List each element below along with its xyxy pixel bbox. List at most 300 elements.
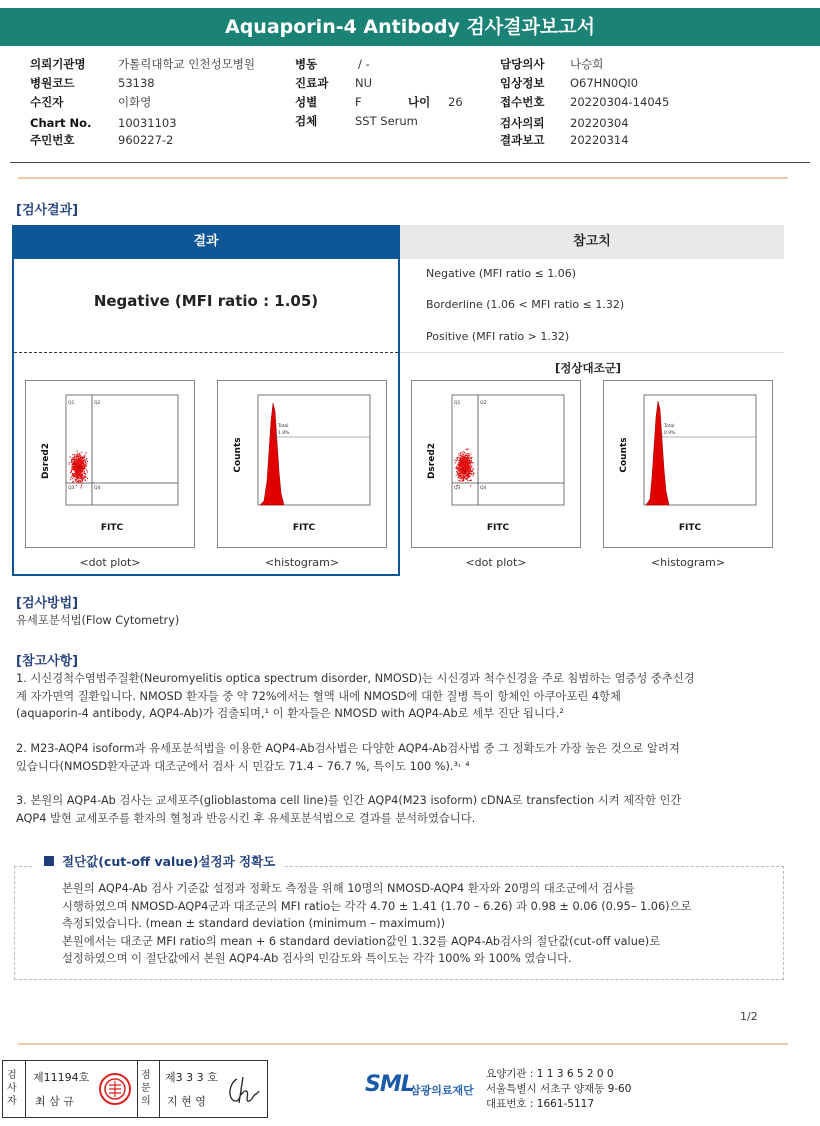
result-section-title: [검사결과]: [16, 203, 79, 218]
dot-point: [80, 476, 81, 477]
dot-point: [455, 462, 456, 463]
dot-point: [77, 463, 78, 464]
result-header: 결과: [12, 225, 400, 259]
normal-control-label: [정상대조군]: [555, 361, 622, 375]
label-doctor: 담당의사: [500, 57, 545, 71]
dot-point: [81, 465, 82, 466]
dot-point: [458, 464, 459, 465]
dot-point: [76, 458, 77, 459]
dot-point: [70, 472, 71, 473]
dot-point: [459, 469, 460, 470]
quadrant-label: Q2: [94, 401, 101, 406]
dot-point: [467, 456, 468, 457]
footer-divider: [137, 1061, 138, 1117]
dot-point: [80, 472, 81, 473]
histogram-ylabel: Counts: [619, 437, 629, 473]
notes-line: 1. 시신경척수염범주질환(Neuromyelitis optica spectrum disorder, NMOSD)는 시신경과 척수신경을 주로 침범하는 염증성 중추신경: [16, 672, 695, 685]
dot-point: [81, 462, 82, 463]
dot-point: [78, 481, 79, 482]
value-specimen: SST Serum: [355, 114, 418, 128]
dot-point: [460, 459, 461, 460]
control-histogram: [603, 380, 773, 548]
dot-point: [86, 470, 87, 471]
patient-dot-plot: [25, 380, 195, 548]
value-patient: 이화영: [118, 95, 152, 109]
dot-point: [85, 460, 86, 461]
dot-point: [468, 455, 469, 456]
dot-point: [77, 450, 78, 451]
dot-point: [81, 452, 82, 453]
dot-point: [71, 475, 72, 476]
dot-point: [467, 464, 468, 465]
dot-point: [83, 470, 84, 471]
dot-point: [470, 469, 471, 470]
dot-point: [457, 472, 458, 473]
quadrant-label: Q3: [68, 486, 75, 491]
dot-point: [78, 465, 79, 466]
dot-point: [80, 466, 81, 467]
notes-line: 계 자가면역 질환입니다. NMOSD 환자들 중 약 72%에서는 혈액 내에 NMOSD에 대한 질병 특이 항체인 아쿠아포린 4항체: [16, 689, 621, 703]
dot-point: [467, 466, 468, 467]
dot-point: [464, 478, 465, 479]
dot-point: [83, 478, 84, 479]
dot-point: [471, 474, 472, 475]
dot-point: [462, 477, 463, 478]
dot-point: [457, 474, 458, 475]
hist-marker-label: Total: [278, 424, 289, 429]
dot-point: [84, 456, 85, 457]
dot-point: [462, 471, 463, 472]
signature-box: [2, 1060, 268, 1118]
dot-point: [464, 452, 465, 453]
label-ward: 병동: [295, 57, 318, 71]
quadrant-label: Q1: [68, 401, 75, 406]
dot-point: [73, 476, 74, 477]
dot-point: [457, 477, 458, 478]
dot-point: [81, 485, 82, 486]
report-title: Aquaporin-4 Antibody 검사결과보고서: [0, 8, 820, 46]
reference-positive: Positive (MFI ratio > 1.32): [426, 330, 570, 343]
dot-point: [84, 471, 85, 472]
dot-point: [82, 458, 83, 459]
label-resident-no: 주민번호: [30, 133, 75, 147]
dot-point: [470, 485, 471, 486]
dot-point: [77, 469, 78, 470]
dot-plot-ylabel: Dsred2: [41, 442, 51, 480]
dot-point: [464, 476, 465, 477]
dot-point: [459, 473, 460, 474]
dot-point: [71, 462, 72, 463]
dot-point: [461, 480, 462, 481]
dot-point: [72, 464, 73, 465]
tester-name: 최 삼 규: [35, 1095, 74, 1108]
dot-point: [461, 475, 462, 476]
hist-marker-percent: 1.8%: [278, 431, 290, 436]
dot-point: [469, 462, 470, 463]
dot-point: [464, 460, 465, 461]
dot-point: [463, 451, 464, 452]
dot-point: [463, 454, 464, 455]
red-seal-icon: [97, 1071, 133, 1107]
dot-point: [460, 473, 461, 474]
dot-point: [474, 473, 475, 474]
dot-point: [75, 476, 76, 477]
label-patient: 수진자: [30, 95, 64, 109]
dot-point: [463, 480, 464, 481]
dot-point: [81, 468, 82, 469]
control-histogram-caption: <histogram>: [650, 556, 726, 569]
dot-point: [84, 459, 85, 460]
dot-point: [463, 476, 464, 477]
dot-point: [467, 453, 468, 454]
dot-plot-xlabel: FITC: [486, 523, 510, 533]
dot-point: [80, 455, 81, 456]
footer-info-line: 대표번호 : 1661-5117: [486, 1098, 595, 1110]
dot-point: [461, 456, 462, 457]
dot-point: [86, 459, 87, 460]
dot-point: [459, 474, 460, 475]
dot-point: [465, 453, 466, 454]
dot-point: [72, 474, 73, 475]
dot-point: [84, 455, 85, 456]
dot-point: [77, 456, 78, 457]
dot-point: [465, 457, 466, 458]
value-sex: F: [355, 95, 362, 109]
dot-cloud: [455, 448, 475, 486]
dot-point: [71, 459, 72, 460]
dot-point: [75, 471, 76, 472]
label-sex: 성별: [295, 95, 318, 109]
dot-point: [459, 455, 460, 456]
dot-point: [79, 470, 80, 471]
dot-point: [87, 471, 88, 472]
dot-point: [463, 465, 464, 466]
orange-divider-top: [18, 177, 788, 179]
dot-point: [79, 473, 80, 474]
dot-plot-xlabel: FITC: [100, 523, 124, 533]
dot-point: [82, 475, 83, 476]
dot-point: [80, 480, 81, 481]
control-dot-plot: [411, 380, 581, 548]
dot-point: [68, 464, 69, 465]
dot-point: [83, 473, 84, 474]
dot-point: [457, 457, 458, 458]
dot-point: [466, 460, 467, 461]
reference-divider: [400, 352, 784, 353]
dot-point: [73, 462, 74, 463]
dot-point: [83, 458, 84, 459]
dot-point: [78, 468, 79, 469]
footer-divider: [25, 1061, 26, 1117]
reference-negative: Negative (MFI ratio ≤ 1.06): [426, 267, 577, 280]
dot-point: [461, 477, 462, 478]
dot-point: [462, 468, 463, 469]
dot-point: [461, 460, 462, 461]
dot-point: [72, 475, 73, 476]
specialist-label: 점문의: [141, 1070, 151, 1107]
dot-point: [462, 469, 463, 470]
result-value: Negative (MFI ratio : 1.05): [93, 292, 319, 310]
histogram-caption: <histogram>: [264, 556, 340, 569]
dot-point: [78, 458, 79, 459]
dot-point: [76, 462, 77, 463]
dot-point: [80, 458, 81, 459]
dot-point: [464, 456, 465, 457]
dot-point: [471, 465, 472, 466]
dot-point: [80, 482, 81, 483]
quadrant-label: Q1: [454, 401, 461, 406]
dot-point: [72, 454, 73, 455]
dot-point: [87, 478, 88, 479]
dot-point: [74, 459, 75, 460]
dot-point: [70, 457, 71, 458]
dot-point: [467, 462, 468, 463]
reference-borderline: Borderline (1.06 < MFI ratio ≤ 1.32): [426, 298, 625, 311]
dot-point: [81, 456, 82, 457]
value-department: NU: [355, 76, 373, 90]
dot-point: [73, 481, 74, 482]
hist-marker-label: Total: [664, 424, 675, 429]
dot-point: [78, 475, 79, 476]
dot-point: [460, 466, 461, 467]
dot-point: [459, 460, 460, 461]
dot-point: [468, 453, 469, 454]
dot-point: [465, 463, 466, 464]
control-dot-plot-caption: <dot plot>: [465, 556, 527, 569]
dot-point: [84, 465, 85, 466]
cutoff-title-text: 절단값(cut-off value)설정과 정확도: [62, 854, 276, 869]
dot-point: [71, 467, 72, 468]
dot-point: [466, 479, 467, 480]
dot-point: [461, 464, 462, 465]
dot-point: [77, 467, 78, 468]
dot-point: [74, 467, 75, 468]
dot-point: [467, 449, 468, 450]
dot-point: [76, 475, 77, 476]
dot-point: [462, 459, 463, 460]
quadrant-label: Q2: [480, 401, 487, 406]
dot-point: [72, 478, 73, 479]
result-divider: [14, 352, 398, 353]
dot-point: [78, 460, 79, 461]
notes-line: 있습니다(NMOSD환자군과 대조군에서 검사 시 민감도 71.4 – 76.7 %, 특이도 100 %).³˒ ⁴: [16, 759, 470, 773]
dot-point: [470, 476, 471, 477]
dot-point: [71, 469, 72, 470]
dot-point: [85, 474, 86, 475]
dot-point: [472, 469, 473, 470]
footer-divider: [159, 1061, 160, 1117]
dot-point: [464, 458, 465, 459]
dot-point: [457, 467, 458, 468]
quadrant-label: Q4: [480, 486, 487, 491]
dot-point: [462, 462, 463, 463]
cutoff-line: 측정되었습니다. (mean ± standard deviation (minimum – maximum)): [62, 917, 446, 930]
dot-point: [460, 461, 461, 462]
value-hospital: 가톨릭대학교 인천성모병원: [118, 57, 255, 71]
dot-point: [471, 460, 472, 461]
dot-point: [468, 460, 469, 461]
label-chart-no: Chart No.: [30, 116, 92, 130]
dot-point: [76, 470, 77, 471]
dot-point: [71, 470, 72, 471]
dot-point: [82, 476, 83, 477]
dot-point: [76, 469, 77, 470]
value-receipt-no: 20220304-14045: [570, 95, 670, 109]
dot-point: [456, 471, 457, 472]
histogram-xlabel: FITC: [292, 523, 316, 533]
orange-divider-bottom: [18, 1043, 788, 1045]
dot-point: [461, 479, 462, 480]
specialist-name: 지 현 영: [167, 1095, 206, 1108]
dot-point: [470, 457, 471, 458]
sml-logo-subtitle: 삼광의료재단: [410, 1084, 474, 1097]
label-age: 나이: [408, 95, 431, 109]
value-report-date: 20220314: [570, 133, 629, 147]
cutoff-line: 설정하였으며 이 절단값에서 본원 AQP4-Ab 검사의 민감도와 특이도는 각각 100% 와 100% 였습니다.: [62, 952, 572, 965]
notes-paragraph-1: [16, 670, 796, 723]
dot-point: [459, 465, 460, 466]
dot-point: [75, 480, 76, 481]
dot-point: [75, 459, 76, 460]
dot-point: [458, 475, 459, 476]
dot-point: [77, 453, 78, 454]
dot-point: [79, 478, 80, 479]
dot-point: [79, 464, 80, 465]
dot-point: [73, 464, 74, 465]
dot-point: [82, 481, 83, 482]
dot-point: [78, 474, 79, 475]
dot-point: [460, 457, 461, 458]
dot-point: [461, 458, 462, 459]
dot-point: [76, 482, 77, 483]
signature-icon: [223, 1073, 263, 1107]
footer-info-line: 요양기관 : 1 1 3 6 5 2 0 0: [486, 1068, 614, 1080]
dot-point: [79, 453, 80, 454]
dot-point: [457, 469, 458, 470]
dot-point: [468, 467, 469, 468]
dot-point: [458, 453, 459, 454]
value-ward: / -: [358, 57, 370, 71]
patient-histogram: [217, 380, 387, 548]
specialist-license: 제3 3 3 호: [165, 1071, 218, 1084]
dot-point: [470, 464, 471, 465]
dot-point: [465, 473, 466, 474]
dot-point: [466, 473, 467, 474]
dot-point: [463, 456, 464, 457]
dot-point: [457, 485, 458, 486]
dot-point: [456, 475, 457, 476]
dot-point: [463, 472, 464, 473]
dot-point: [76, 461, 77, 462]
dot-point: [70, 477, 71, 478]
dot-point: [80, 474, 81, 475]
dot-point: [76, 454, 77, 455]
dot-point: [85, 464, 86, 465]
dot-point: [463, 467, 464, 468]
value-clinical-info: O67HN0QI0: [570, 76, 639, 90]
dot-point: [470, 454, 471, 455]
value-resident-no: 960227-2: [118, 133, 174, 147]
dot-point: [77, 454, 78, 455]
dot-point: [467, 480, 468, 481]
quadrant-label: Q4: [94, 486, 101, 491]
method-section-title: [검사방법]: [16, 596, 79, 611]
dot-point: [78, 480, 79, 481]
dot-point: [81, 463, 82, 464]
dot-point: [81, 470, 82, 471]
dot-point: [70, 479, 71, 480]
dot-point: [77, 461, 78, 462]
dot-point: [462, 452, 463, 453]
value-hospital-code: 53138: [118, 76, 155, 90]
notes-paragraph-2: [16, 740, 796, 775]
dot-point: [69, 462, 70, 463]
dot-point: [458, 467, 459, 468]
dot-point: [74, 461, 75, 462]
dot-point: [74, 455, 75, 456]
sml-logo: SML: [365, 1072, 414, 1097]
histogram-xlabel: FITC: [678, 523, 702, 533]
dot-point: [459, 463, 460, 464]
notes-line: 2. M23-AQP4 isoform과 유세포분석법을 이용한 AQP4-Ab검사법은 다양한 AQP4-Ab검사법 중 그 정확도가 가장 높은 것으로 알려져: [16, 742, 680, 755]
dot-point: [86, 452, 87, 453]
dot-point: [468, 470, 469, 471]
cutoff-line: 본원에서는 대조군 MFI ratio의 mean + 6 standard deviation값인 1.32를 AQP4-Ab검사의 절단값(cut-off value)로: [62, 934, 661, 948]
label-request-date: 검사의뢰: [500, 116, 545, 130]
dot-point: [85, 479, 86, 480]
method-text: 유세포분석법(Flow Cytometry): [16, 614, 180, 627]
dot-point: [74, 454, 75, 455]
dot-point: [459, 480, 460, 481]
dot-point: [71, 460, 72, 461]
hist-marker-percent: 0.9%: [664, 431, 676, 436]
notes-paragraph-3: [16, 792, 796, 827]
notes-line: AQP4 발현 교세포주를 환자의 혈청과 반응시킨 후 유세포분석법으로 결과를 분석하였습니다.: [16, 811, 476, 825]
dot-point: [83, 466, 84, 467]
notes-line: 3. 본원의 AQP4-Ab 검사는 교세포주(glioblastoma cell line)를 인간 AQP4(M23 isoform) cDNA로 transfection 시켜 제작한 인간: [16, 794, 682, 807]
dot-point: [464, 473, 465, 474]
cutoff-text: [62, 880, 777, 968]
dot-point: [469, 457, 470, 458]
dot-point: [80, 487, 81, 488]
dot-point: [466, 467, 467, 468]
dot-point: [460, 481, 461, 482]
dot-point: [75, 474, 76, 475]
quadrant-label: Q3: [454, 486, 461, 491]
page-number: 1/2: [740, 1010, 758, 1023]
dot-point: [456, 460, 457, 461]
dot-point: [464, 469, 465, 470]
label-clinical-info: 임상정보: [500, 76, 545, 90]
dot-point: [469, 460, 470, 461]
dot-point: [466, 478, 467, 479]
dot-point: [86, 463, 87, 464]
dot-point: [85, 468, 86, 469]
dot-point: [460, 476, 461, 477]
dot-plot-ylabel: Dsred2: [427, 442, 437, 480]
dot-point: [471, 457, 472, 458]
dot-point: [466, 462, 467, 463]
dot-point: [82, 474, 83, 475]
dot-point: [85, 476, 86, 477]
dot-point: [470, 471, 471, 472]
label-department: 진료과: [295, 76, 329, 90]
footer-info-line: 서울특별시 서초구 양재동 9-60: [486, 1083, 632, 1095]
dot-point: [471, 471, 472, 472]
value-doctor: 나승희: [570, 57, 604, 71]
dot-point: [461, 465, 462, 466]
dot-point: [461, 463, 462, 464]
